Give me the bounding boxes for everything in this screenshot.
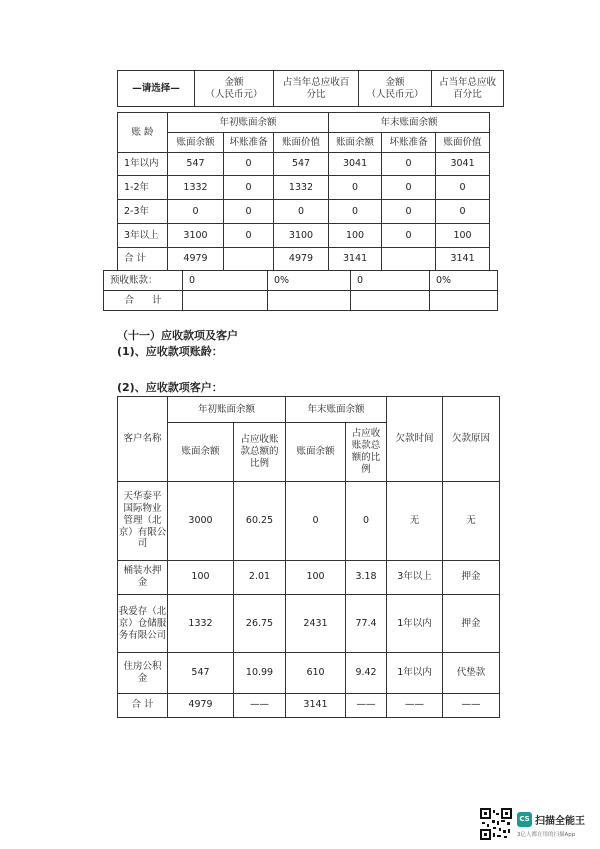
cell: 2.01	[234, 560, 286, 594]
table-row	[118, 224, 490, 248]
header-amount-1: 金额 （人民币元）	[195, 71, 274, 107]
camscanner-logo: CS	[517, 812, 532, 827]
row-label: 1-2年	[118, 176, 168, 200]
subheader: 账面余额	[286, 423, 346, 482]
cell: 0	[329, 200, 382, 224]
cell: 0	[436, 176, 490, 200]
table-row	[118, 560, 500, 594]
app-tagline: 3亿人都在用的扫描App	[517, 832, 576, 838]
row-label: 3年以上	[118, 224, 168, 248]
cell: 押金	[443, 594, 500, 653]
row-label: 预收账款：	[104, 271, 183, 291]
cell: 10.99	[234, 653, 286, 693]
customer-name-header: 客户名称	[118, 397, 168, 482]
group-start-balance: 年初账面余额	[168, 113, 329, 133]
subheader: 账面余额	[329, 133, 382, 153]
table-row	[118, 653, 500, 693]
cell: 0	[351, 271, 430, 291]
cell: 1332	[168, 594, 234, 653]
cell: 0	[382, 176, 436, 200]
cell: 0	[436, 200, 490, 224]
table-row	[118, 248, 490, 271]
cell: 3041	[329, 153, 382, 176]
cell: 547	[168, 653, 234, 693]
cell: 无	[443, 481, 500, 560]
header-percent-1: 占当年总应收百 分比	[274, 71, 359, 107]
cell: 4979	[168, 693, 234, 717]
customer-name: 我爱存（北 京）仓储服 务有限公司	[118, 594, 168, 653]
cell: 3000	[168, 481, 234, 560]
cell: 0%	[430, 271, 498, 291]
cell: 0	[382, 153, 436, 176]
subheader: 坏账准备	[224, 133, 274, 153]
cell: 9.42	[346, 653, 387, 693]
subheader: 账面余额	[168, 133, 224, 153]
table-row	[118, 176, 490, 200]
subheader: 账面余额	[168, 423, 234, 482]
cell: 100	[286, 560, 346, 594]
cell: 0	[224, 200, 274, 224]
row-label: 合 计	[118, 248, 168, 271]
cell: 1年以内	[387, 653, 443, 693]
table-row	[118, 200, 490, 224]
cell: ——	[234, 693, 286, 717]
cell: 0	[224, 176, 274, 200]
cell	[224, 248, 274, 271]
aging-label: 账 龄	[118, 113, 168, 153]
cell: 547	[274, 153, 329, 176]
group-start-balance: 年初账面余额	[168, 397, 286, 423]
table-row	[118, 693, 500, 717]
cell: 0	[286, 481, 346, 560]
subheader: 账面价值	[274, 133, 329, 153]
cell: 0	[329, 176, 382, 200]
cell: 0	[274, 200, 329, 224]
table-row	[104, 271, 498, 291]
table-row	[118, 594, 500, 653]
cell: 0	[224, 224, 274, 248]
cell: 77.4	[346, 594, 387, 653]
subheader: 占应收账 款总额的 比例	[234, 423, 286, 482]
cell	[268, 291, 351, 311]
cell: 547	[168, 153, 224, 176]
row-label: 1年以内	[118, 153, 168, 176]
cell: 100	[168, 560, 234, 594]
cell: 0	[346, 481, 387, 560]
aging-table	[117, 112, 490, 271]
subheader: 坏账准备	[382, 133, 436, 153]
cell: 3141	[436, 248, 490, 271]
cell: 3141	[286, 693, 346, 717]
qr-code-icon	[480, 808, 512, 840]
cell: 4979	[168, 248, 224, 271]
cell: 610	[286, 653, 346, 693]
cell: 3100	[168, 224, 224, 248]
cell: 0%	[268, 271, 351, 291]
header-amount-2: 金额 （人民币元）	[359, 71, 432, 107]
subsection-aging: (1)、应收款项账龄：	[117, 345, 223, 358]
cell	[183, 291, 268, 311]
header-percent-2: 占当年总应收 百分比	[432, 71, 504, 107]
app-name: 扫描全能王	[535, 816, 585, 827]
cell: 无	[387, 481, 443, 560]
cell: 100	[436, 224, 490, 248]
subheader: 账面价值	[436, 133, 490, 153]
customer-name: 桶装水押 金	[118, 560, 168, 594]
cell: 3141	[329, 248, 382, 271]
cell: ——	[443, 693, 500, 717]
cell: 4979	[274, 248, 329, 271]
subsection-customers: (2)、应收款项客户：	[117, 381, 223, 394]
subheader: 占应收 账款总 额的比 例	[346, 423, 387, 482]
cell: 60.25	[234, 481, 286, 560]
cell: 0	[382, 224, 436, 248]
row-label: 2-3年	[118, 200, 168, 224]
customer-name: 住房公积 金	[118, 653, 168, 693]
cell: 2431	[286, 594, 346, 653]
group-end-balance: 年末账面余额	[329, 113, 490, 133]
row-label: 合 计	[104, 291, 183, 311]
scanner-watermark	[480, 808, 600, 842]
cell: 0	[183, 271, 268, 291]
overdue-time-header: 欠款时间	[387, 397, 443, 482]
group-end-balance: 年末账面余额	[286, 397, 387, 423]
section-title: （十一）应收款项及客户	[117, 329, 238, 342]
cell: 0	[382, 200, 436, 224]
table-row	[104, 291, 498, 311]
customer-name: 天华泰平 国际物业 管理（北 京）有限公 司	[118, 481, 168, 560]
table-row	[118, 481, 500, 560]
cell: 3041	[436, 153, 490, 176]
cell: 3.18	[346, 560, 387, 594]
cell: 代垫款	[443, 653, 500, 693]
customer-receivables-table	[117, 396, 500, 718]
table-row	[118, 153, 490, 176]
cell: 0	[168, 200, 224, 224]
cell: ——	[387, 693, 443, 717]
cell: 押金	[443, 560, 500, 594]
cell: 100	[329, 224, 382, 248]
cell	[351, 291, 430, 311]
cell: 3100	[274, 224, 329, 248]
cell	[382, 248, 436, 271]
cell: ——	[346, 693, 387, 717]
cell: 1332	[168, 176, 224, 200]
customer-name: 合 计	[118, 693, 168, 717]
cell: 26.75	[234, 594, 286, 653]
overdue-reason-header: 欠款原因	[443, 397, 500, 482]
advance-receipts-table	[103, 270, 498, 311]
amount-header-table	[117, 70, 504, 107]
cell: 3年以上	[387, 560, 443, 594]
period-select[interactable]: —请选择—	[118, 71, 195, 107]
cell: 1年以内	[387, 594, 443, 653]
cell: 1332	[274, 176, 329, 200]
cell: 0	[224, 153, 274, 176]
cell	[430, 291, 498, 311]
